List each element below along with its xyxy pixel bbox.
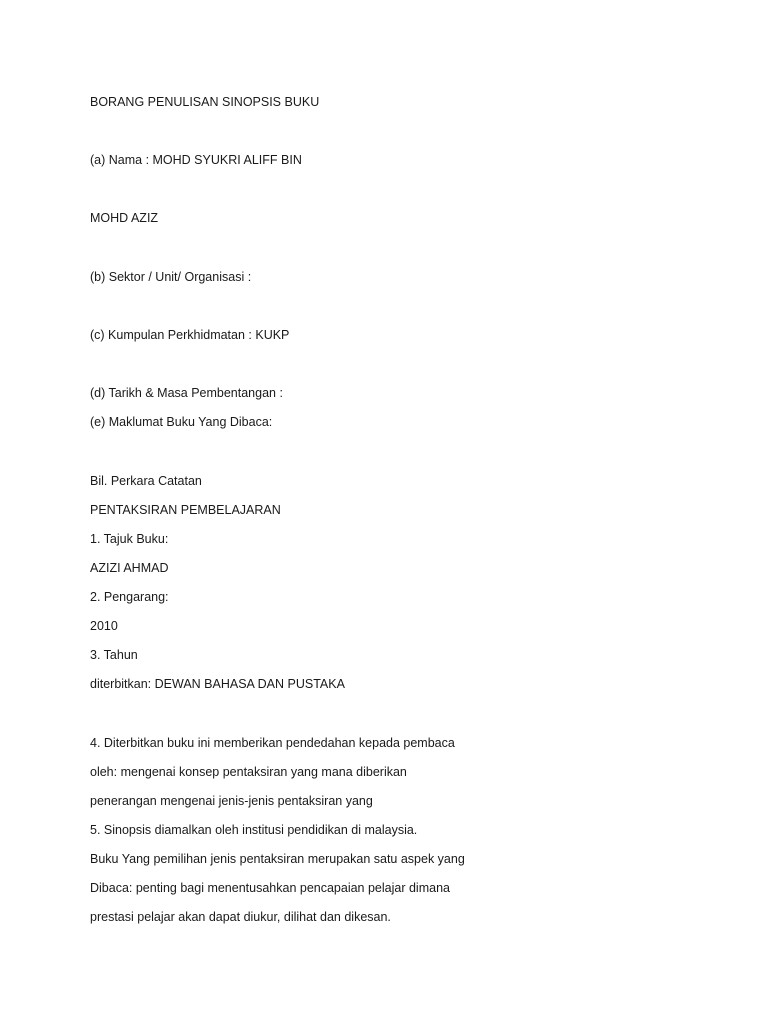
field-date-time: (d) Tarikh & Masa Pembentangan : <box>90 386 283 400</box>
table-header: Bil. Perkara Catatan <box>90 474 202 488</box>
synopsis-line-5: Buku Yang pemilihan jenis pentaksiran merupakan satu aspek yang <box>90 852 465 866</box>
field-book-info: (e) Maklumat Buku Yang Dibaca: <box>90 415 273 429</box>
field-sector: (b) Sektor / Unit/ Organisasi : <box>90 270 252 284</box>
form-title: BORANG PENULISAN SINOPSIS BUKU <box>90 95 320 109</box>
synopsis-line-2: oleh: mengenai konsep pentaksiran yang mana diberikan <box>90 765 407 779</box>
book-year: 2010 <box>90 619 118 633</box>
book-author: AZIZI AHMAD <box>90 561 169 575</box>
synopsis-line-7: prestasi pelajar akan dapat diukur, dilihat dan dikesan. <box>90 910 391 924</box>
field-name: (a) Nama : MOHD SYUKRI ALIFF BIN <box>90 153 302 167</box>
item-year-label: 3. Tahun <box>90 648 138 662</box>
item-book-title-label: 1. Tajuk Buku: <box>90 532 169 546</box>
synopsis-line-3: penerangan mengenai jenis-jenis pentaksiran yang <box>90 794 373 808</box>
book-title: PENTAKSIRAN PEMBELAJARAN <box>90 503 281 517</box>
item-author-label: 2. Pengarang: <box>90 590 169 604</box>
synopsis-line-4: 5. Sinopsis diamalkan oleh institusi pendidikan di malaysia. <box>90 823 418 837</box>
synopsis-line-6: Dibaca: penting bagi menentusahkan pencapaian pelajar dimana <box>90 881 450 895</box>
field-service-group: (c) Kumpulan Perkhidmatan : KUKP <box>90 328 290 342</box>
item-publisher: diterbitkan: DEWAN BAHASA DAN PUSTAKA <box>90 677 345 691</box>
synopsis-line-1: 4. Diterbitkan buku ini memberikan pendedahan kepada pembaca <box>90 736 455 750</box>
field-name-continued: MOHD AZIZ <box>90 211 159 225</box>
